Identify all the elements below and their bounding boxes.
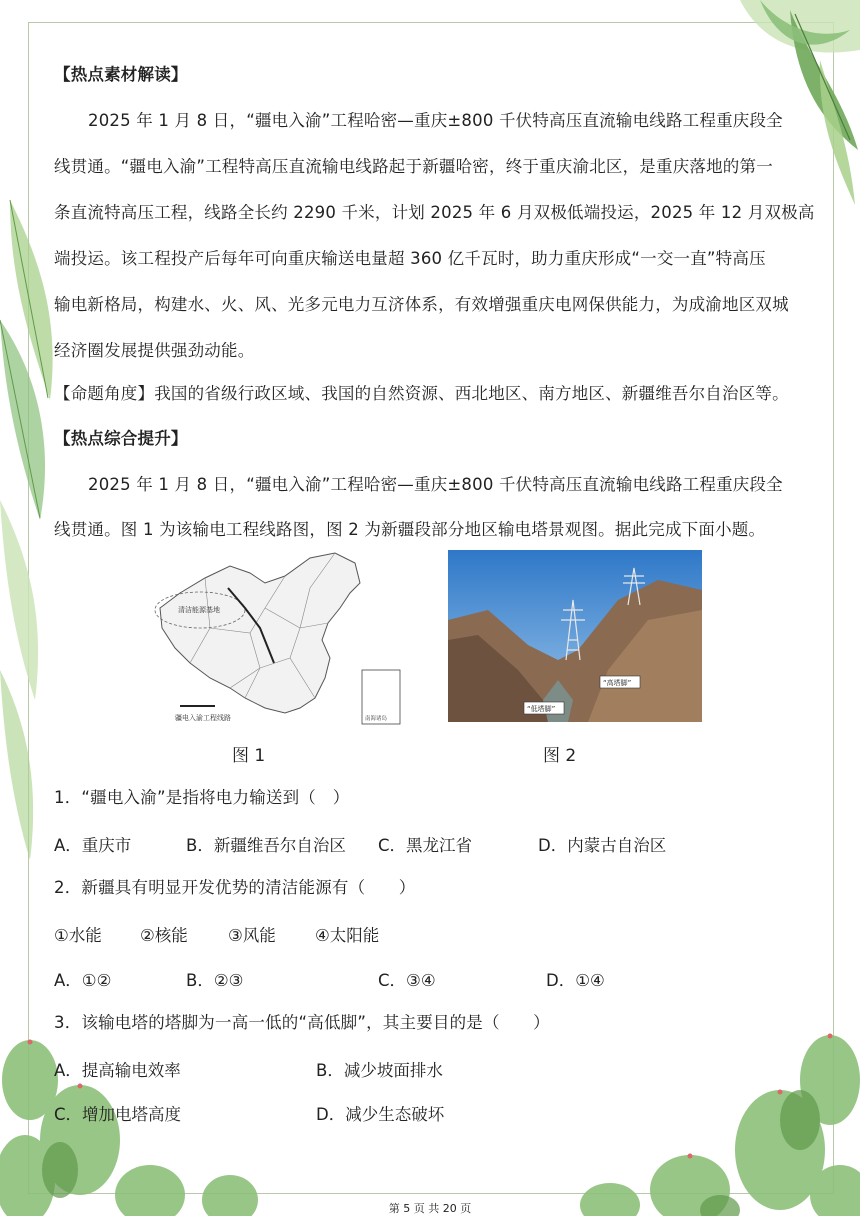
improve-line-2: 线贯通。图 1 为该输电工程线路图，图 2 为新疆段部分地区输电塔景观图。据此完成下面小题。 (54, 520, 766, 539)
material-line-4: 端投运。该工程投产后每年可向重庆输送电量超 360 亿千瓦时，助力重庆形成“一交一直”特高压 (54, 249, 766, 268)
question-2-option-a[interactable]: A．①② (54, 971, 112, 990)
footer-total: 20 (442, 1202, 457, 1215)
material-line-3: 条直流特高压工程，线路全长约 2290 千米，计划 2025 年 6 月双极低端投运，2025 年 12 月双极高 (54, 203, 815, 222)
question-1-option-a[interactable]: A．重庆市 (54, 836, 132, 855)
map-label-base: 清洁能源基地 (178, 606, 220, 614)
figure-2-caption: 图 2 (543, 746, 577, 766)
material-line-2: 线贯通。“疆电入渝”工程特高压直流输电线路起于新疆哈密，终于重庆渝北区，是重庆落地的第一 (54, 157, 773, 176)
footer-prefix: 第 (388, 1202, 400, 1215)
question-1-option-c[interactable]: C．黑龙江省 (378, 836, 473, 855)
question-3-option-d[interactable]: D．减少生态破坏 (316, 1105, 445, 1124)
question-2-item-3: ③风能 (228, 926, 276, 945)
question-2-item-2: ②核能 (140, 926, 188, 945)
figure-1-map (150, 548, 405, 728)
question-2-item-4: ④太阳能 (315, 926, 380, 945)
improve-line-1: 2025 年 1 月 8 日，“疆电入渝”工程哈密—重庆±800 千伏特高压直流输电线路工程重庆段全 (88, 475, 783, 494)
map-inset-label: 南海诸岛 (365, 716, 388, 722)
question-2-option-c[interactable]: C．③④ (378, 971, 436, 990)
question-1-stem: 1．“疆电入渝”是指将电力输送到（ ） (54, 788, 350, 807)
page-footer (0, 1200, 860, 1216)
question-1-option-b[interactable]: B．新疆维吾尔自治区 (186, 836, 346, 855)
angle-text: 我国的省级行政区域、我国的自然资源、西北地区、南方地区、新疆维吾尔自治区等。 (154, 384, 789, 403)
question-3-option-b[interactable]: B．减少坡面排水 (316, 1061, 443, 1080)
footer-suffix: 页 (460, 1202, 472, 1215)
material-line-6: 经济圈发展提供强劲动能。 (54, 341, 255, 360)
map-legend-label: 疆电入渝工程线路 (175, 714, 231, 722)
improve-heading: 【热点综合提升】 (54, 429, 188, 448)
angle-line (54, 383, 789, 405)
question-1-option-d[interactable]: D．内蒙古自治区 (538, 836, 667, 855)
material-heading: 【热点素材解读】 (54, 65, 188, 84)
figure-2-photo (448, 550, 702, 722)
photo-label-low: “低塔脚” (527, 705, 556, 713)
figure-1-caption: 图 1 (232, 746, 266, 766)
question-2-stem: 2．新疆具有明显开发优势的清洁能源有（ ） (54, 878, 416, 897)
photo-label-high: “高塔脚” (603, 679, 632, 687)
question-2-option-d[interactable]: D．①④ (546, 971, 605, 990)
question-2-option-b[interactable]: B．②③ (186, 971, 244, 990)
question-2-item-1: ①水能 (54, 926, 102, 945)
footer-page: 5 (403, 1202, 411, 1215)
footer-mid: 页 共 (413, 1202, 440, 1215)
leaf-decoration-top-right (700, 0, 860, 210)
material-line-1: 2025 年 1 月 8 日，“疆电入渝”工程哈密—重庆±800 千伏特高压直流输电线路工程重庆段全 (88, 111, 783, 130)
question-3-stem: 3．该输电塔的塔脚为一高一低的“高低脚”，其主要目的是（ ） (54, 1013, 550, 1032)
angle-label: 【命题角度】 (54, 384, 155, 403)
material-line-5: 输电新格局，构建水、火、风、光多元电力互济体系，有效增强重庆电网保供能力，为成渝地区双城 (54, 295, 789, 314)
question-3-option-a[interactable]: A．提高输电效率 (54, 1061, 181, 1080)
question-3-option-c[interactable]: C．增加电塔高度 (54, 1105, 182, 1124)
